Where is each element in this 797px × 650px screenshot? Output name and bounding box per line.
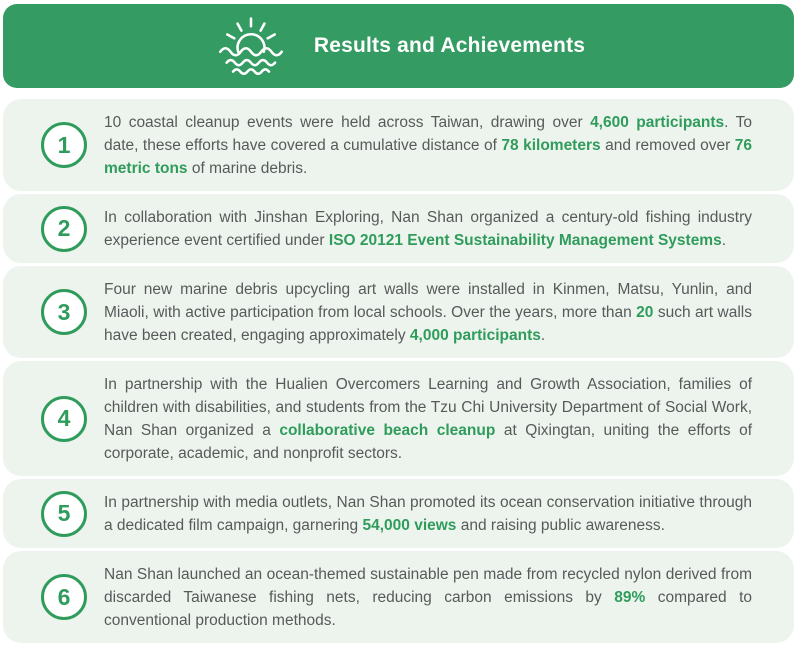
achievement-card bbox=[3, 551, 794, 643]
body-text: . bbox=[721, 231, 727, 249]
achievement-card bbox=[3, 194, 794, 263]
item-text bbox=[104, 206, 752, 252]
page-title: Results and Achievements bbox=[313, 34, 586, 57]
body-text: Nan Shan launched an ocean-themed sustainable pen made from recycled nylon derived from discarded Taiwanese fishing nets, reducing carbon emissions by bbox=[104, 565, 752, 606]
body-text: In collaboration with Jinshan Exploring, Nan Shan organized a century-old fishing industry experience event certified under bbox=[104, 208, 752, 249]
highlight-text: collaborative beach cleanup bbox=[279, 421, 496, 439]
body-text: Four new marine debris upcycling art walls were installed in Kinmen, Matsu, Yunlin, and Miaoli, with active participation from local schools. Over the years, more than bbox=[104, 280, 752, 321]
body-text: . To date, these efforts have covered a cumulative distance of bbox=[104, 113, 753, 154]
highlight-text: 78 kilometers bbox=[501, 136, 601, 154]
body-text: and removed over bbox=[600, 136, 735, 154]
item-number-badge bbox=[41, 122, 87, 168]
body-text: and raising public awareness. bbox=[456, 516, 665, 534]
highlight-text: 20 bbox=[636, 303, 654, 321]
achievement-list bbox=[3, 99, 794, 643]
achievement-card bbox=[3, 361, 794, 476]
item-number-badge bbox=[41, 491, 87, 537]
header-banner bbox=[3, 4, 794, 88]
item-number: 1 bbox=[57, 131, 71, 158]
achievement-card bbox=[3, 99, 794, 191]
highlight-text: 76 metric tons bbox=[104, 136, 753, 177]
achievement-card bbox=[3, 479, 794, 548]
item-number-badge bbox=[41, 396, 87, 442]
achievement-card bbox=[3, 266, 794, 358]
body-text: at Qixingtan, uniting the efforts of corporate, academic, and nonprofit sectors. bbox=[104, 421, 753, 462]
item-number: 2 bbox=[57, 215, 71, 241]
body-text: such art walls have been created, engaging approximately bbox=[104, 303, 752, 344]
highlight-text: 4,600 participants bbox=[590, 113, 725, 131]
body-text: In partnership with media outlets, Nan Shan promoted its ocean conservation initiative through a dedicated film campaign, garnering bbox=[104, 493, 752, 534]
item-text bbox=[104, 278, 752, 347]
item-number: 4 bbox=[57, 405, 71, 431]
item-text bbox=[104, 111, 752, 180]
body-text: . bbox=[540, 326, 546, 344]
highlight-text: 89% bbox=[614, 588, 646, 606]
item-text bbox=[104, 373, 752, 465]
item-number: 6 bbox=[57, 583, 71, 610]
highlight-text: ISO 20121 Event Sustainability Management Systems bbox=[328, 231, 722, 249]
body-text: compared to conventional production methods. bbox=[104, 588, 752, 629]
highlight-text: 4,000 participants bbox=[409, 326, 541, 344]
item-number-badge bbox=[41, 289, 87, 335]
item-number: 5 bbox=[57, 500, 71, 526]
body-text: In partnership with the Hualien Overcomers Learning and Growth Association, families of children with disabilities, and students from the Tzu Chi University Department of Social Work, Nan Shan organized a bbox=[104, 375, 752, 439]
item-text bbox=[104, 491, 752, 537]
body-text: of marine debris. bbox=[187, 159, 308, 177]
item-text bbox=[104, 563, 752, 632]
infographic-page bbox=[0, 4, 797, 643]
body-text: 10 coastal cleanup events were held across Taiwan, drawing over bbox=[104, 113, 591, 131]
highlight-text: 54,000 views bbox=[362, 516, 457, 534]
item-number: 3 bbox=[57, 298, 71, 325]
sunrise-over-waves-icon bbox=[212, 14, 290, 78]
item-number-badge bbox=[41, 206, 87, 252]
item-number-badge bbox=[41, 574, 87, 620]
